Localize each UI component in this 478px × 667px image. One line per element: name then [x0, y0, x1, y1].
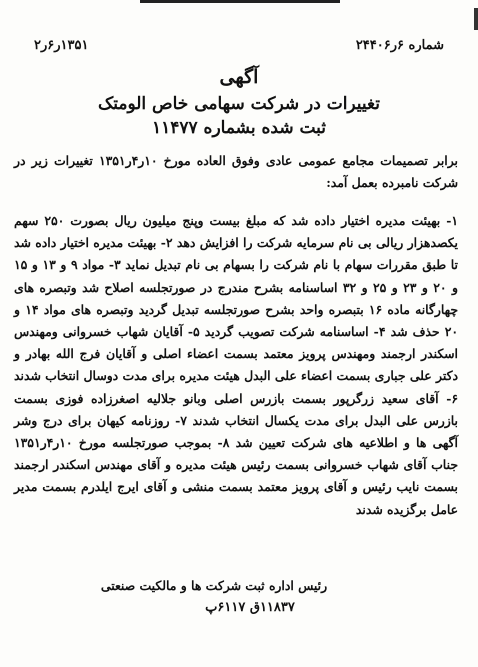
title-line-1: تغییرات در شرکت سهامی خاص الومتک [98, 94, 380, 114]
notice-header [34, 38, 444, 58]
title-line-2: ثبت شده بشماره ۱۱۴۷۷ [151, 118, 327, 138]
notice-label: آگهی [219, 66, 259, 88]
top-rule [140, 0, 340, 3]
intro-paragraph: برابر تصمیمات مجامع عمومی عادی وفوق العاده مورخ ۱۰ر۴ر۱۳۵۱ تغییرات زیر در شرکت نامبرده بعمل آمد: [14, 153, 459, 190]
notice-title [30, 92, 448, 140]
notice-date: ۱۳۵۱ر۶ر۲ [34, 38, 89, 53]
body-paragraph: ۱- بهیئت مدیره اختیار داده شد که مبلغ بیست وپنج میلیون ریال بصورت ۲۵۰ سهم یکصدهزار ریالی بی نام سرمایه شرکت را افزایش دهد ۲- بهیئت مدیره اختیار داده شد تا طبق مقررات سهام با نام شرکت را بسهام بی نام تبدیل نماید ۳- مواد ۹ و ۱۳ و ۱۵ و ۲۰ و ۲۳ و ۲۵ و ۳۲ اساسنامه بشرح مندرج در صورتجلسه اصلاح شد وتبصره های چهارگانه ماده ۱۶ بتبصره واحد بشرح صورتجلسه تبدیل گردید وتبصره های مواد ۱۴ و ۲۰ حذف شد ۴- اساسنامه شرکت تصویب گردید ۵- آقایان شهاب خسروانی ومهندس اسکندر ارجمند ومهندس پرویز معتمد بسمت اعضاء اصلی و آقایان فرج الله بهادر و دکتر علی جباری بسمت اعضاء علی البدل هیئت مدیره برای مدت دوسال انتخاب شدند ۶- آقای سعید زرگرپور بسمت بازرس اصلی وبانو جلالیه اصغرزاده فوزی بسمت بازرس علی البدل برای مدت یکسال انتخاب شدند ۷- روزنامه کیهان برای درج وشر آگهی ها و اطلاعیه های شرکت تعیین شد ۸- بموجب صورتجلسه مورخ ۱۰ر۴ر۱۳۵۱ جناب آقای شهاب خسروانی بسمت رئیس هیئت مدیره و آقای مهندس اسکندر ارجمند بسمت نایب رئیس و آقای پرویز معتمد بسمت منشی و آقای ایرج ایلدرم بسمت مدیر عامل برگزیده شدند [14, 213, 459, 517]
signature-line: رئیس اداره ثبت شرکت ها و مالکیت صنعتی [100, 578, 328, 593]
registration-number: شماره ۶ر۲۴۴۰۶ [355, 38, 444, 53]
publication-code: ۱۱۸۳۷ق ۶۱۱۷پ [205, 600, 295, 615]
scan-edge-mark [474, 8, 478, 30]
